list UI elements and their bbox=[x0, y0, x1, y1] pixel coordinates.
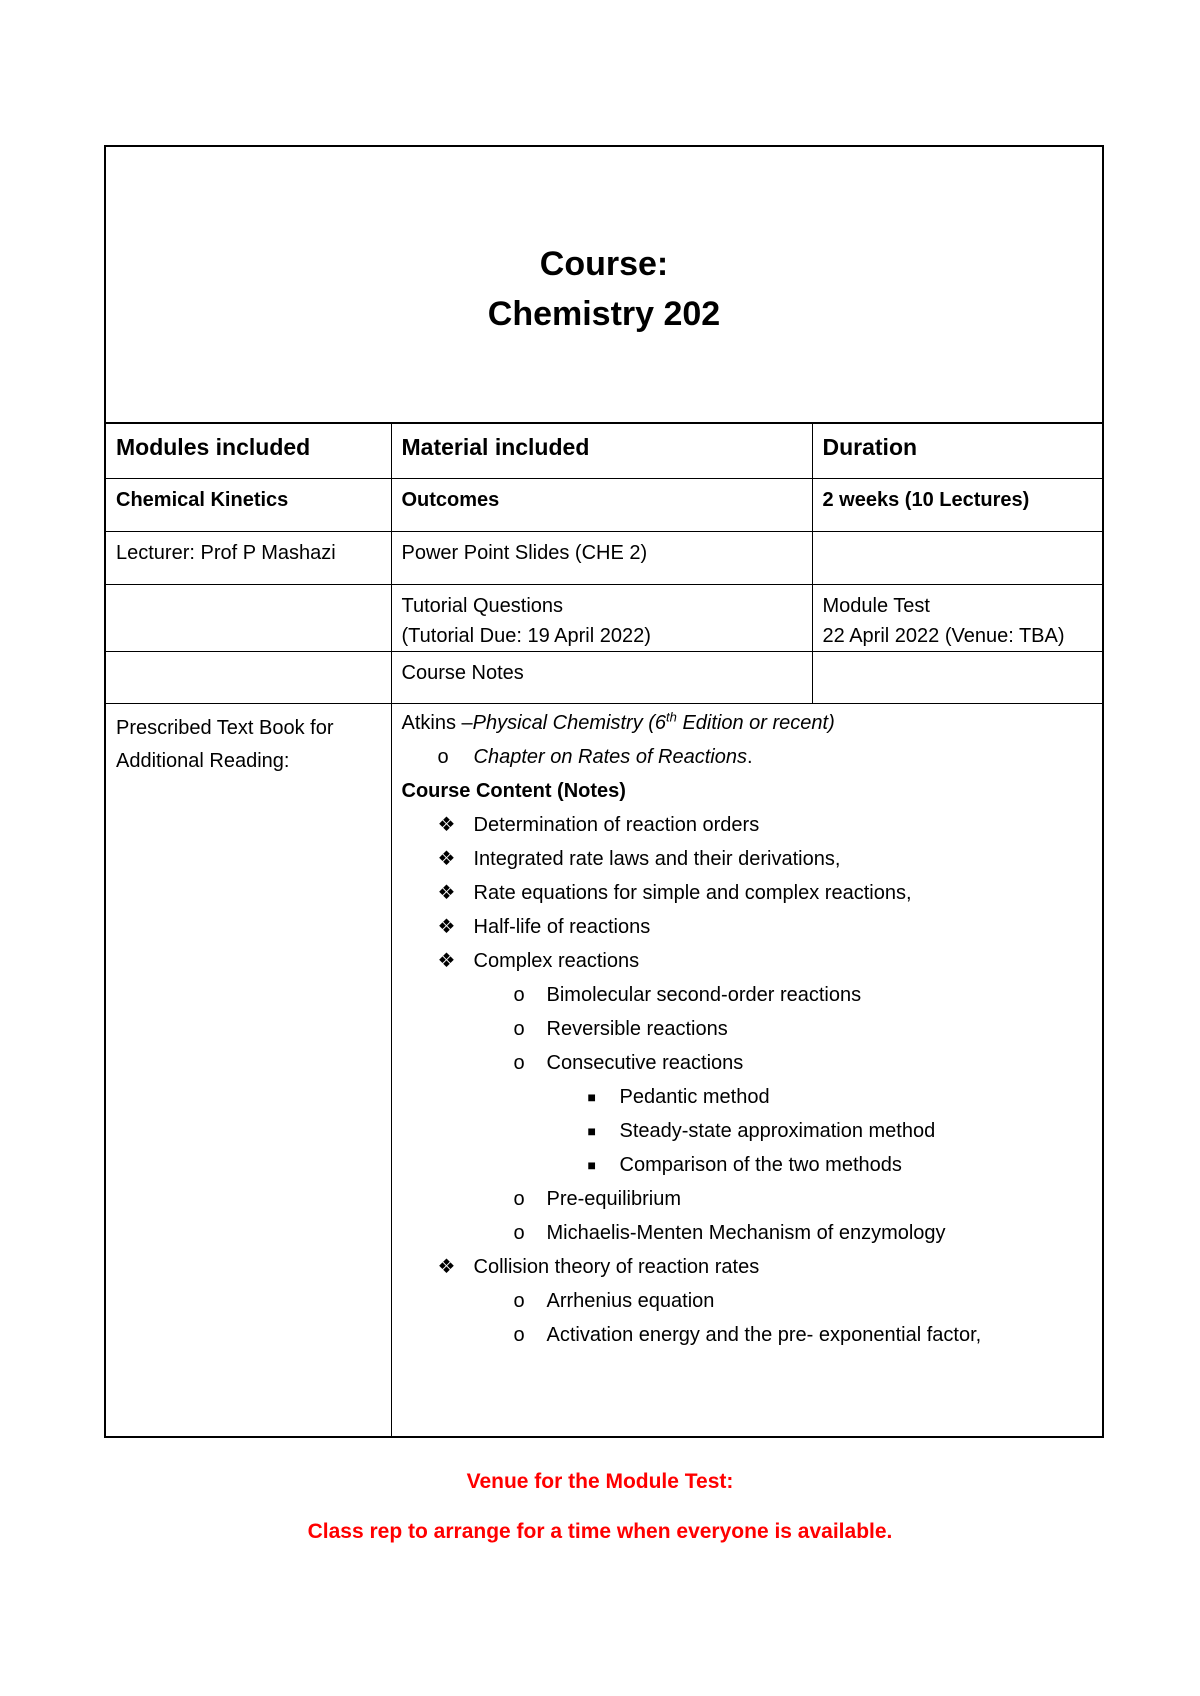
module-test-cell bbox=[812, 584, 1102, 651]
textbook-reference bbox=[402, 706, 1093, 740]
material-slides: Power Point Slides (CHE 2) bbox=[391, 531, 812, 584]
list-item: ❖ Complex reactions bbox=[402, 944, 1093, 978]
header-duration: Duration bbox=[812, 424, 1102, 478]
list-item: o Consecutive reactions bbox=[402, 1046, 1093, 1080]
course-content-heading: Course Content (Notes) bbox=[401, 779, 626, 802]
list-item: ■ Comparison of the two methods bbox=[402, 1148, 1093, 1182]
tutorial-questions-label: Tutorial Questions bbox=[401, 594, 564, 617]
header-modules: Modules included bbox=[106, 424, 391, 478]
course-title-name: Chemistry 202 bbox=[487, 294, 721, 333]
textbook-row bbox=[106, 703, 1102, 1436]
lecturer-name: Lecturer: Prof P Mashazi bbox=[106, 531, 391, 584]
module-test-venue-heading: Venue for the Module Test: bbox=[466, 1470, 734, 1493]
module-test-date: 22 April 2022 (Venue: TBA) bbox=[822, 624, 1065, 647]
list-item: ❖ Half-life of reactions bbox=[402, 910, 1093, 944]
list-item: o Bimolecular second-order reactions bbox=[402, 978, 1093, 1012]
hollow-circle-bullet-icon: o bbox=[513, 1289, 525, 1312]
four-diamond-bullet-icon: ❖ bbox=[437, 881, 456, 904]
header-row bbox=[106, 424, 1102, 478]
course-outline-table bbox=[104, 145, 1104, 1438]
empty-cell bbox=[812, 651, 1102, 703]
empty-cell bbox=[106, 651, 391, 703]
square-bullet-icon: ■ bbox=[587, 1122, 596, 1139]
four-diamond-bullet-icon: ❖ bbox=[437, 1255, 456, 1278]
class-rep-note: Class rep to arrange for a time when everyone is available. bbox=[307, 1520, 893, 1543]
material-course-notes: Course Notes bbox=[391, 651, 812, 703]
module-name: Chemical Kinetics bbox=[106, 478, 391, 531]
hollow-circle-bullet-icon: o bbox=[437, 745, 449, 768]
tutorial-due-date: (Tutorial Due: 19 April 2022) bbox=[401, 624, 651, 647]
list-item: o Reversible reactions bbox=[402, 1012, 1093, 1046]
list-item: ❖ Integrated rate laws and their derivations, bbox=[402, 842, 1093, 876]
empty-cell bbox=[812, 531, 1102, 584]
edition-superscript: th bbox=[666, 708, 677, 724]
list-item: ■ Pedantic method bbox=[402, 1080, 1093, 1114]
hollow-circle-bullet-icon: o bbox=[513, 1323, 525, 1346]
four-diamond-bullet-icon: ❖ bbox=[437, 915, 456, 938]
square-bullet-icon: ■ bbox=[587, 1156, 596, 1173]
course-title-cell bbox=[106, 147, 1102, 424]
course-title-label: Course: bbox=[539, 244, 669, 283]
header-material: Material included bbox=[391, 424, 812, 478]
list-item: ❖ Determination of reaction orders bbox=[402, 808, 1093, 842]
course-content-cell bbox=[391, 703, 1102, 1436]
duration-value: 2 weeks (10 Lectures) bbox=[812, 478, 1102, 531]
textbook-chapter: o Chapter on Rates of Reactions. bbox=[402, 740, 1093, 774]
list-item: ■ Steady-state approximation method bbox=[402, 1114, 1093, 1148]
textbook-label-line2: Additional Reading: bbox=[116, 749, 290, 772]
four-diamond-bullet-icon: ❖ bbox=[437, 949, 456, 972]
list-item: o Arrhenius equation bbox=[402, 1284, 1093, 1318]
table-row bbox=[106, 651, 1102, 703]
hollow-circle-bullet-icon: o bbox=[513, 1187, 525, 1210]
module-test-label: Module Test bbox=[822, 594, 930, 617]
textbook-author: Atkins – bbox=[401, 711, 473, 734]
table-row bbox=[106, 478, 1102, 531]
list-item: ❖ Rate equations for simple and complex reactions, bbox=[402, 876, 1093, 910]
material-outcomes: Outcomes bbox=[391, 478, 812, 531]
list-item: o Michaelis-Menten Mechanism of enzymology bbox=[402, 1216, 1093, 1250]
square-bullet-icon: ■ bbox=[587, 1088, 596, 1105]
empty-cell bbox=[106, 584, 391, 651]
modules-table bbox=[106, 424, 1102, 1436]
textbook-title: Physical Chemistry (6th Edition or recent) bbox=[472, 708, 835, 734]
hollow-circle-bullet-icon: o bbox=[513, 1221, 525, 1244]
hollow-circle-bullet-icon: o bbox=[513, 1051, 525, 1074]
four-diamond-bullet-icon: ❖ bbox=[437, 813, 456, 836]
material-tutorials bbox=[391, 584, 812, 651]
table-row bbox=[106, 531, 1102, 584]
table-row bbox=[106, 584, 1102, 651]
hollow-circle-bullet-icon: o bbox=[513, 1017, 525, 1040]
hollow-circle-bullet-icon: o bbox=[513, 983, 525, 1006]
four-diamond-bullet-icon: ❖ bbox=[437, 847, 456, 870]
list-item: o Activation energy and the pre- exponential factor, bbox=[402, 1318, 1093, 1352]
list-item: o Pre-equilibrium bbox=[402, 1182, 1093, 1216]
list-item: ❖ Collision theory of reaction rates bbox=[402, 1250, 1093, 1284]
textbook-label-line1: Prescribed Text Book for bbox=[116, 716, 334, 739]
textbook-label-cell bbox=[106, 703, 391, 1436]
